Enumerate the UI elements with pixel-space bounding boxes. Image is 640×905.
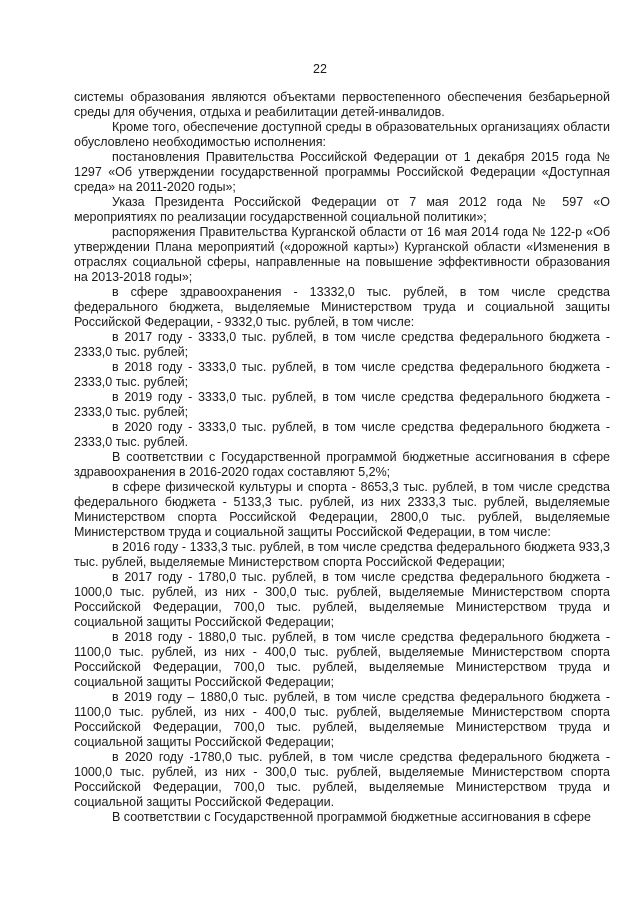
paragraph: в 2020 году - 3333,0 тыс. рублей, в том числе средства федерального бюджета - 2333,0 тыс. рублей. [74, 420, 610, 449]
paragraph: в 2019 году - 3333,0 тыс. рублей, в том числе средства федерального бюджета - 2333,0 тыс. рублей; [74, 390, 610, 419]
paragraph: Кроме того, обеспечение доступной среды в образовательных организациях области обусловлено необходимостью исполнения: [74, 120, 610, 149]
paragraph: в 2017 году - 1780,0 тыс. рублей, в том числе средства федерального бюджета - 1000,0 тыс. рублей, из них - 300,0 тыс. рублей, выделяемые Министерством спорта Российской Федерации, 700,0 тыс. рублей, выделяемые Министерством труда и социальной защиты Российской Федерации; [74, 570, 610, 629]
paragraph: постановления Правительства Российской Федерации от 1 декабря 2015 года № 1297 «Об утверждении государственной программы Российской Федерации «Доступная среда» на 2011-2020 годы»; [74, 150, 610, 194]
page-body [74, 90, 610, 825]
paragraph: В соответствии с Государственной программой бюджетные ассигнования в сфере [112, 810, 591, 824]
paragraph: в 2017 году - 3333,0 тыс. рублей, в том числе средства федерального бюджета - 2333,0 тыс. рублей; [74, 330, 610, 359]
paragraph: в 2018 году - 1880,0 тыс. рублей, в том числе средства федерального бюджета - 1100,0 тыс. рублей, из них - 400,0 тыс. рублей, выделяемые Министерством спорта Российской Федерации, 700,0 тыс. рублей, выделяемые Министерством труда и социальной защиты Российской Федерации; [74, 630, 610, 689]
paragraph: системы образования являются объектами первостепенного обеспечения безбарьерной среды для обучения, отдыха и реабилитации детей-инвалидов. [74, 90, 610, 119]
paragraph: в сфере здравоохранения - 13332,0 тыс. рублей, в том числе средства федерального бюджета, выделяемые Министерством труда и социальной защиты Российской Федерации, - 9332,0 тыс. рублей, в том числе: [74, 285, 610, 329]
paragraph: в 2016 году - 1333,3 тыс. рублей, в том числе средства федерального бюджета 933,3 тыс. рублей, выделяемые Министерством спорта Российской Федерации; [74, 540, 610, 569]
paragraph: Указа Президента Российской Федерации от 7 мая 2012 года № 597 «О мероприятиях по реализации государственной социальной политики»; [74, 195, 610, 224]
paragraph: в 2020 году -1780,0 тыс. рублей, в том числе средства федерального бюджета - 1000,0 тыс. рублей, из них - 300,0 тыс. рублей, выделяемые Министерством спорта Российской Федерации, 700,0 тыс. рублей, выделяемые Министерством труда и социальной защиты Российской Федерации. [74, 750, 610, 809]
paragraph: в 2018 году - 3333,0 тыс. рублей, в том числе средства федерального бюджета - 2333,0 тыс. рублей; [74, 360, 610, 389]
page-number: 22 [313, 62, 327, 76]
paragraph: распоряжения Правительства Курганской области от 16 мая 2014 года № 122-р «Об утверждении Плана мероприятий («дорожной карты») Курганской области «Изменения в отраслях социальной сферы, направленные на повышение эффективности образования на 2013-2018 годы»; [74, 225, 610, 284]
paragraph: в сфере физической культуры и спорта - 8653,3 тыс. рублей, в том числе средства федерального бюджета - 5133,3 тыс. рублей, из них 2333,3 тыс. рублей, выделяемые Министерством спорта Российской Федерации, 2800,0 тыс. рублей, выделяемые Министерством труда и социальной защиты Российской Федерации, в том числе: [74, 480, 610, 539]
paragraph: в 2019 году – 1880,0 тыс. рублей, в том числе средства федерального бюджета - 1100,0 тыс. рублей, из них - 400,0 тыс. рублей, выделяемые Министерством спорта Российской Федерации, 700,0 тыс. рублей, выделяемые Министерством труда и социальной защиты Российской Федерации; [74, 690, 610, 749]
paragraph: В соответствии с Государственной программой бюджетные ассигнования в сфере здравоохранения в 2016-2020 годах составляют 5,2%; [74, 450, 610, 479]
